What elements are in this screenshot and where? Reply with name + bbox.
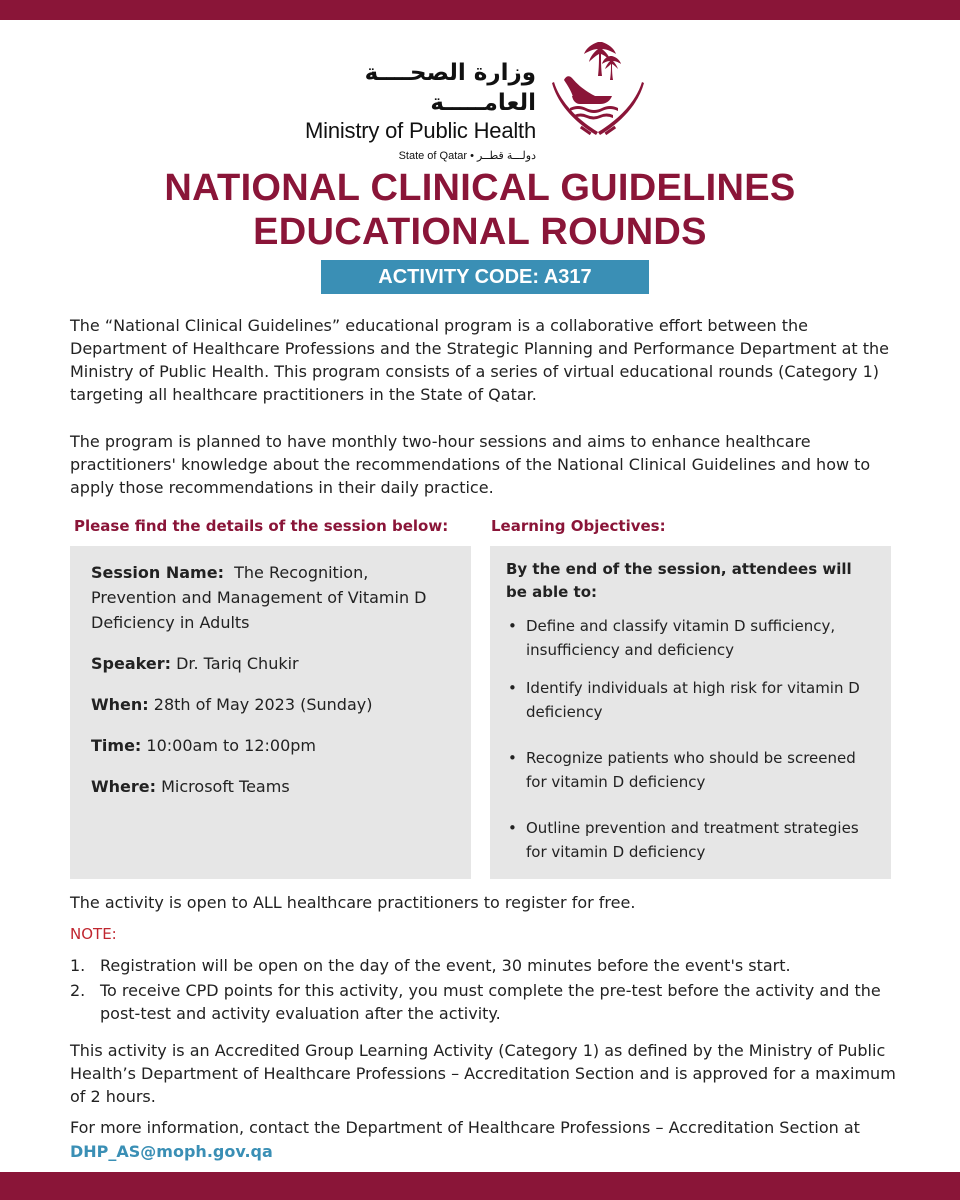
list-item: • Recognize patients who should be screened for vitamin D deficiency bbox=[506, 746, 875, 816]
where-label: Where: bbox=[91, 777, 157, 796]
contact-email-link[interactable]: DHP_AS@moph.gov.qa bbox=[70, 1142, 273, 1161]
session-when bbox=[91, 692, 451, 717]
qatar-emblem-icon bbox=[550, 36, 646, 142]
notes-list bbox=[70, 954, 900, 1027]
activity-code-badge: ACTIVITY CODE: A317 bbox=[321, 260, 649, 294]
session-time bbox=[91, 733, 451, 758]
when-value: 28th of May 2023 (Sunday) bbox=[153, 695, 373, 714]
list-item: • Define and classify vitamin D sufficiency, insufficiency and deficiency bbox=[506, 614, 875, 676]
session-details-panel bbox=[70, 546, 471, 879]
note-number: 1. bbox=[70, 956, 86, 975]
bottom-brand-bar bbox=[0, 1172, 960, 1200]
list-item: • Outline prevention and treatment strategies for vitamin D deficiency bbox=[506, 816, 875, 864]
intro-paragraph-2: The program is planned to have monthly two-hour sessions and aims to enhance healthcare practitioners' knowledge about the recommendations of the National Clinical Guidelines and how to apply those recommendations in their daily practice. bbox=[70, 432, 871, 497]
contact-paragraph: For more information, contact the Department of Healthcare Professions – Accreditation Section at bbox=[70, 1118, 860, 1137]
list-item bbox=[70, 979, 900, 1025]
list-item: • Identify individuals at high risk for vitamin D deficiency bbox=[506, 676, 875, 746]
ministry-logo bbox=[296, 36, 656, 162]
note-number: 2. bbox=[70, 981, 86, 1000]
time-value: 10:00am to 12:00pm bbox=[146, 736, 317, 755]
note-text: To receive CPD points for this activity, you must complete the pre-test before the activity and the post-test and activity evaluation after the activity. bbox=[100, 981, 881, 1023]
list-item bbox=[70, 954, 900, 977]
learning-objectives-heading: Learning Objectives: bbox=[491, 517, 666, 535]
page-title bbox=[0, 166, 960, 254]
title-line-1: NATIONAL CLINICAL GUIDELINES bbox=[164, 167, 796, 209]
speaker-value: Dr. Tariq Chukir bbox=[176, 654, 299, 673]
learning-objectives-panel bbox=[490, 546, 891, 879]
note-text: Registration will be open on the day of the event, 30 minutes before the event's start. bbox=[100, 956, 791, 975]
logo-wordmark bbox=[296, 36, 536, 164]
speaker-label: Speaker: bbox=[91, 654, 171, 673]
intro-paragraph-1: The “National Clinical Guidelines” educational program is a collaborative effort between the Department of Healthcare Professions and the Strategic Planning and Performance Department at the Ministry of Public Health. This program consists of a series of virtual educational rounds (Category 1) targeting all healthcare practitioners in the State of Qatar. bbox=[70, 316, 889, 404]
where-value: Microsoft Teams bbox=[161, 777, 290, 796]
objectives-list bbox=[506, 614, 875, 864]
title-line-2: EDUCATIONAL ROUNDS bbox=[253, 211, 707, 253]
when-label: When: bbox=[91, 695, 149, 714]
note-label: NOTE: bbox=[70, 925, 117, 943]
logo-arabic-name: وزارة الصحــــة العامـــــة bbox=[364, 60, 536, 116]
session-name-label: Session Name: bbox=[91, 563, 224, 582]
logo-state-line: State of Qatar • دولـــة قطــر bbox=[398, 150, 536, 162]
session-details-heading: Please find the details of the session below: bbox=[74, 517, 449, 535]
session-where bbox=[91, 774, 451, 799]
accreditation-paragraph: This activity is an Accredited Group Learning Activity (Category 1) as defined by the Ministry of Public Health’s Department of Healthcare Professions – Accreditation Section and is approved for a maximum of 2 hours. bbox=[70, 1041, 896, 1106]
session-name-value: The Recognition, Prevention and Management of Vitamin D Deficiency in Adults bbox=[91, 563, 427, 632]
open-registration-text: The activity is open to ALL healthcare practitioners to register for free. bbox=[70, 893, 636, 912]
objectives-intro: By the end of the session, attendees will be able to: bbox=[506, 560, 852, 601]
top-brand-bar bbox=[0, 0, 960, 20]
logo-ministry-name: Ministry of Public Health bbox=[305, 118, 536, 143]
time-label: Time: bbox=[91, 736, 142, 755]
session-speaker bbox=[91, 651, 451, 676]
session-name bbox=[91, 560, 451, 635]
